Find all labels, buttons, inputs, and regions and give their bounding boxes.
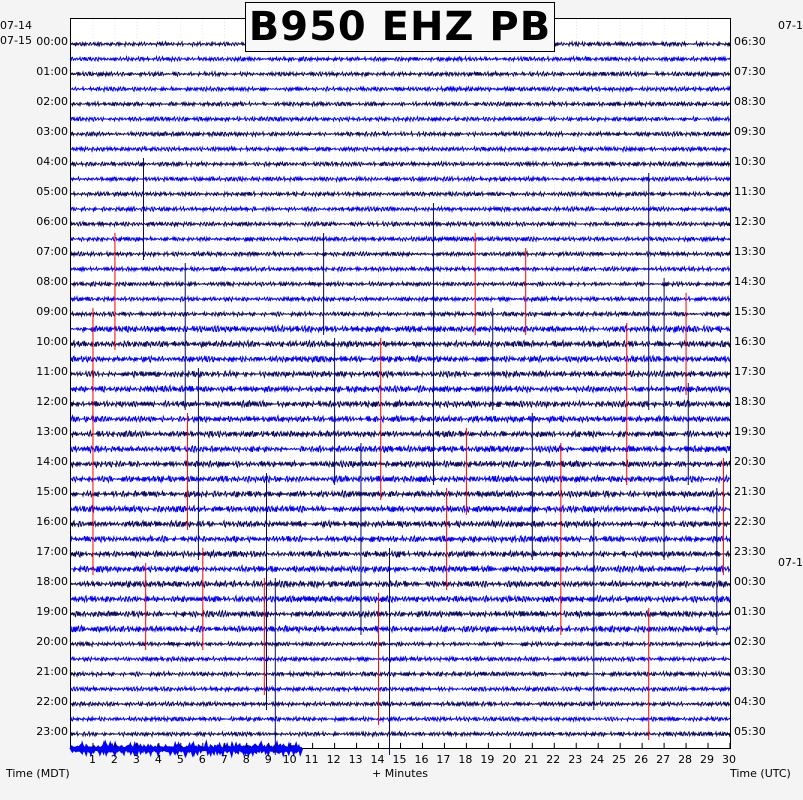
trace-row-13 <box>71 237 730 241</box>
minute-tick-label: 18 <box>458 753 473 766</box>
left-tick-label: 08:00 <box>36 275 68 288</box>
minute-tick-label: 22 <box>546 753 561 766</box>
right-tick-label: 13:30 <box>734 245 766 258</box>
right-tick-label: 15:30 <box>734 305 766 318</box>
left-tick-label: 17:00 <box>36 545 68 558</box>
right-date-mid: 07-1 <box>778 556 803 569</box>
minute-tick-label: 28 <box>678 753 693 766</box>
trace-row-24 <box>71 401 730 407</box>
right-tick-label: 09:30 <box>734 125 766 138</box>
right-tick-label: 04:30 <box>734 695 766 708</box>
minute-tick-label: 6 <box>198 753 206 766</box>
title-box <box>245 2 555 52</box>
minute-tick-label: 11 <box>304 753 319 766</box>
right-tick-label: 20:30 <box>734 455 766 468</box>
right-tick-label: 23:30 <box>734 545 766 558</box>
right-tick-label: 12:30 <box>734 215 766 228</box>
minute-tick-label: 12 <box>326 753 341 766</box>
left-tick-label: 23:00 <box>36 725 68 738</box>
right-tick-label: 11:30 <box>734 185 766 198</box>
right-tick-label: 05:30 <box>734 725 766 738</box>
trace-row-7 <box>71 147 730 151</box>
minute-tick-label: 13 <box>348 753 363 766</box>
trace-row-27 <box>71 446 730 452</box>
minute-tick-label: 29 <box>700 753 715 766</box>
left-tick-label: 10:00 <box>36 335 68 348</box>
left-tick-label: 13:00 <box>36 425 68 438</box>
left-tick-label: 00:00 <box>36 35 68 48</box>
left-tick-label: 02:00 <box>36 95 68 108</box>
minute-tick-label: 10 <box>282 753 297 766</box>
trace-row-46 <box>71 732 730 736</box>
minute-tick-label: 25 <box>612 753 627 766</box>
right-tick-label: 00:30 <box>734 575 766 588</box>
trace-row-16 <box>71 282 730 286</box>
minute-tick-label: 8 <box>242 753 250 766</box>
minute-tick-label: 7 <box>220 753 228 766</box>
trace-row-3 <box>71 87 730 91</box>
trace-row-15 <box>71 267 730 271</box>
right-tick-label: 19:30 <box>734 425 766 438</box>
minute-tick-label: 4 <box>154 753 162 766</box>
minute-tick-label: 1 <box>88 753 96 766</box>
right-tick-label: 22:30 <box>734 515 766 528</box>
trace-row-6 <box>71 132 730 136</box>
trace-row-18 <box>71 312 730 316</box>
trace-row-14 <box>71 252 730 256</box>
left-tick-label: 06:00 <box>36 215 68 228</box>
minute-tick-label: 21 <box>524 753 539 766</box>
right-tick-label: 03:30 <box>734 665 766 678</box>
minute-tick-label: 23 <box>568 753 583 766</box>
left-tick-label: 16:00 <box>36 515 68 528</box>
left-tick-label: 18:00 <box>36 575 68 588</box>
right-tick-label: 18:30 <box>734 395 766 408</box>
right-tick-label: 10:30 <box>734 155 766 168</box>
minute-tick-label: 9 <box>264 753 272 766</box>
left-tick-label: 04:00 <box>36 155 68 168</box>
left-tick-label: 19:00 <box>36 605 68 618</box>
left-tick-label: 12:00 <box>36 395 68 408</box>
minute-tick-label: 2 <box>110 753 118 766</box>
left-tick-label: 11:00 <box>36 365 68 378</box>
minute-tick-label: 30 <box>722 753 736 766</box>
chart-title: B950 EHZ PB <box>248 4 552 50</box>
trace-row-21 <box>71 356 730 362</box>
minute-tick-label: 3 <box>132 753 140 766</box>
left-tick-label: 22:00 <box>36 695 68 708</box>
minute-tick-label: 16 <box>414 753 429 766</box>
left-axis-title: Time (MDT) <box>6 767 70 780</box>
left-date-second: 07-15 <box>0 34 32 47</box>
trace-row-2 <box>71 72 730 76</box>
trace-row-5 <box>71 117 730 121</box>
left-tick-label: 20:00 <box>36 635 68 648</box>
right-tick-label: 07:30 <box>734 65 766 78</box>
left-tick-label: 07:00 <box>36 245 68 258</box>
minute-tick-label: 24 <box>590 753 605 766</box>
left-tick-label: 03:00 <box>36 125 68 138</box>
right-tick-label: 14:30 <box>734 275 766 288</box>
left-tick-label: 09:00 <box>36 305 68 318</box>
minute-tick-label: 26 <box>634 753 649 766</box>
left-tick-label: 15:00 <box>36 485 68 498</box>
left-tick-label: 05:00 <box>36 185 68 198</box>
trace-row-44 <box>71 702 730 706</box>
right-tick-label: 08:30 <box>734 95 766 108</box>
minute-tick-label: 27 <box>656 753 671 766</box>
left-date-top: 07-14 <box>0 19 32 32</box>
seismogram-svg <box>71 19 730 748</box>
right-tick-label: 01:30 <box>734 605 766 618</box>
minute-tick-label: 5 <box>176 753 184 766</box>
bottom-axis-title: + Minutes <box>372 767 429 780</box>
trace-row-47 <box>71 747 301 751</box>
right-axis-title: Time (UTC) <box>730 767 791 780</box>
right-tick-label: 21:30 <box>734 485 766 498</box>
seismogram-plot-area <box>70 18 731 749</box>
trace-row-41 <box>71 657 730 661</box>
trace-row-42 <box>71 672 730 676</box>
minute-tick-label: 14 <box>370 753 385 766</box>
right-tick-label: 02:30 <box>734 635 766 648</box>
right-tick-label: 17:30 <box>734 365 766 378</box>
left-tick-label: 21:00 <box>36 665 68 678</box>
left-tick-label: 14:00 <box>36 455 68 468</box>
right-tick-label: 16:30 <box>734 335 766 348</box>
trace-row-17 <box>71 297 730 301</box>
right-date-top: 07-1 <box>778 19 803 32</box>
trace-row-20 <box>71 341 730 347</box>
minute-tick-label: 15 <box>392 753 407 766</box>
minute-tick-label: 19 <box>480 753 495 766</box>
left-tick-label: 01:00 <box>36 65 68 78</box>
minute-tick-label: 20 <box>502 753 517 766</box>
minute-tick-label: 17 <box>436 753 451 766</box>
right-tick-label: 06:30 <box>734 35 766 48</box>
